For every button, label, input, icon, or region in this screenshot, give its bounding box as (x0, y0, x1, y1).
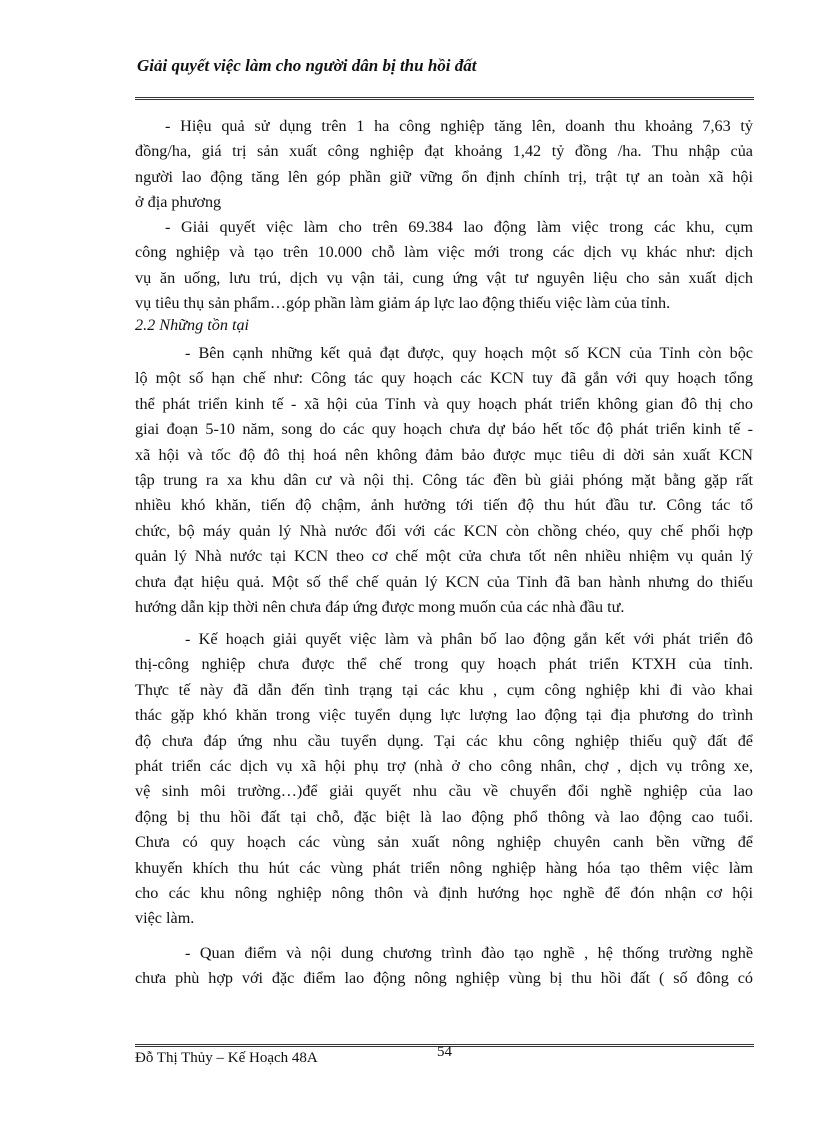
text-line: ở địa phương (135, 193, 222, 212)
text-line: Thực tế này đã dẫn đến tình trạng tại các khu , cụm công nghiệp khi đi vào khai (135, 680, 753, 699)
text-line: - Bên cạnh những kết quả đạt được, quy hoạch một số KCN của Tỉnh còn bộc (185, 344, 753, 362)
paragraph-2 (135, 215, 753, 317)
text-line: xã hội và tốc độ đô thị hoá nên không đảm bảo được mục tiêu di dời sản xuất KCN (135, 445, 753, 464)
text-line: đồng/ha, giá trị sản xuất công nghiệp đạt khoảng 1,42 tỷ đồng /ha. Thu nhập của (135, 142, 753, 161)
text-line: người lao động tăng lên góp phần giữ vững ổn định chính trị, trật tự an toàn xã hội (135, 167, 753, 186)
text-line: - Hiệu quả sử dụng trên 1 ha công nghiệp tăng lên, doanh thu khoảng 7,63 tỷ (165, 117, 753, 135)
text-line: động bị thu hồi đất tại chỗ, đặc biệt là lao động phổ thông và lao động cao tuổi. (135, 807, 753, 826)
header-divider (135, 97, 754, 100)
running-header: Giải quyết việc làm cho người dân bị thu hồi đất (137, 56, 477, 75)
text-line: tập trung ra xa khu dân cư và nội thị. Công tác đền bù giải phóng mặt bằng gặp rất (135, 470, 753, 489)
text-line: giai đoạn 5-10 năm, song do các quy hoạch chưa dự báo hết tốc độ phát triển kinh tế - (135, 420, 753, 439)
text-line: - Quan điểm và nội dung chương trình đào tạo nghề , hệ thống trường nghề (185, 944, 753, 962)
text-line: Chưa có quy hoạch các vùng sản xuất nông nghiệp chuyên canh bền vững để (135, 833, 753, 852)
text-line: cho các khu nông nghiệp nông thôn và định hướng học nghề để đón nhận cơ hội (135, 883, 753, 902)
text-line: lộ một số hạn chế như: Công tác quy hoạch các KCN tuy đã gắn với quy hoạch tổng (135, 369, 753, 388)
text-line: độ chưa đáp ứng nhu cầu tuyển dụng. Tại các khu công nghiệp thiếu quỹ đất để (135, 731, 753, 750)
paragraph-1 (135, 114, 753, 216)
paragraph-3 (135, 341, 753, 620)
text-line: vụ ăn uống, lưu trú, dịch vụ vận tải, cung ứng vật tư nguyên liệu cho sản xuất dịch (135, 268, 753, 287)
text-line: vụ tiêu thụ sản phẩm…góp phần làm giảm áp lực lao động thiếu việc làm của tỉnh. (135, 294, 671, 313)
text-line: chưa phù hợp với đặc điểm lao động nông nghiệp vùng bị thu hồi đất ( số đông có (135, 969, 753, 988)
text-line: phát triển các dịch vụ xã hội phụ trợ (nhà ở cho công nhân, chợ , dịch vụ trông xe, (135, 756, 753, 775)
text-line: chức, bộ máy quản lý Nhà nước đối với các KCN còn chồng chéo, quy chế phối hợp (135, 521, 753, 540)
text-line: hướng dẫn kịp thời nên chưa đáp ứng được mong muốn của các nhà đầu tư. (135, 597, 625, 616)
text-line: thác gặp khó khăn trong việc tuyển dụng lực lượng lao động tại địa phương do trình (135, 706, 753, 725)
section-heading: 2.2 Những tồn tại (135, 316, 250, 334)
text-line: - Kế hoạch giải quyết việc làm và phân bố lao động gắn kết với phát triển đô (185, 630, 753, 648)
text-line: công nghiệp và tạo trên 10.000 chỗ làm việc mới trong các dịch vụ khác như: dịch (135, 243, 753, 262)
text-line: chưa đạt hiệu quả. Một số thể chế quản lý KCN của Tỉnh đã ban hành nhưng do thiếu (135, 572, 753, 591)
text-line: thể phát triển kinh tế - xã hội của Tỉnh và quy hoạch phát triển không gian đô thị cho (135, 394, 753, 413)
text-line: vệ sinh môi trường…)để giải quyết nhu cầu về chuyển đổi nghề nghiệp của lao (135, 782, 753, 801)
text-line: nhiều khó khăn, tiến độ chậm, ảnh hưởng tới tiến độ thu hút đầu tư. Công tác tổ (135, 496, 753, 515)
text-line: - Giải quyết việc làm cho trên 69.384 lao động làm việc trong các khu, cụm (165, 218, 753, 236)
text-line: quản lý Nhà nước tại KCN theo cơ chế một cửa chưa tốt nên nhiều nhiệm vụ quản lý (135, 547, 753, 566)
footer-author: Đỗ Thị Thủy – Kế Hoạch 48A (135, 1050, 318, 1066)
paragraph-4 (135, 627, 753, 932)
page-number: 54 (437, 1044, 452, 1060)
text-line: khuyến khích thu hút các vùng phát triển nông nghiệp hàng hóa tạo thêm việc làm (135, 858, 753, 877)
text-line: thị-công nghiệp chưa được thể chế trong quy hoạch phát triển KTXH của tỉnh. (135, 655, 753, 674)
paragraph-5 (135, 941, 753, 992)
text-line: việc làm. (135, 909, 195, 928)
